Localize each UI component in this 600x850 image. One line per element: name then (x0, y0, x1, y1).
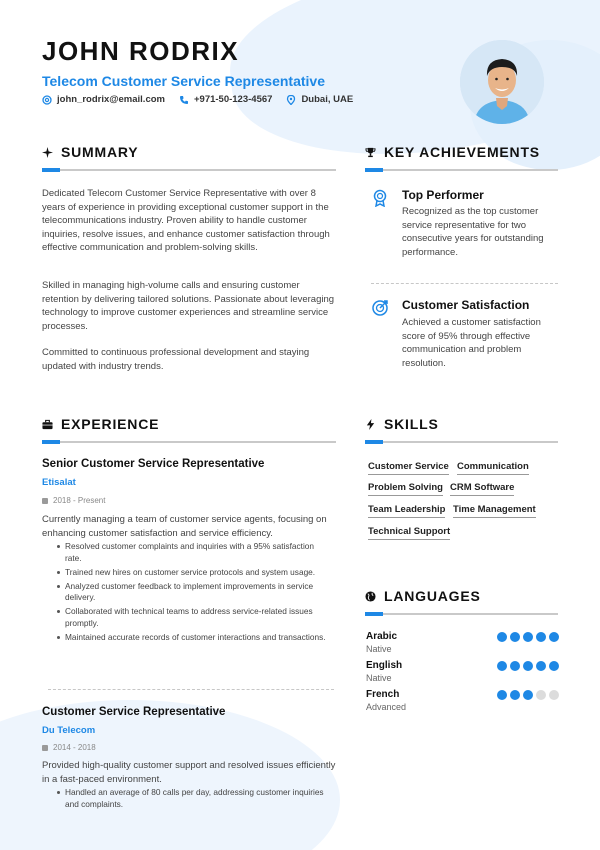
list-item: Trained new hires on customer service protocols and system usage. (55, 567, 327, 579)
rating-dot-filled (549, 632, 559, 642)
summary-heading: SUMMARY (42, 144, 138, 160)
list-item: Collaborated with technical teams to address service-related issues promptly. (55, 606, 327, 629)
list-item: Handled an average of 80 calls per day, addressing customer inquiries and complaints. (55, 787, 327, 810)
job-description: Provided high-quality customer support and resolved issues efficiently in a fast-paced environment. (42, 760, 336, 785)
skill-tag: Problem Solving (368, 482, 443, 496)
summary-rule (42, 169, 336, 171)
job-bullets (55, 541, 327, 646)
contact-location (286, 94, 353, 105)
at-icon (42, 95, 52, 105)
list-item: Analyzed customer feedback to implement improvements in service delivery. (55, 581, 327, 604)
trophy-icon (365, 147, 376, 158)
rating-dot-filled (523, 690, 533, 700)
summary-paragraph-1: Dedicated Telecom Customer Service Representative with over 8 years of experience in providing exceptional customer support in the telecommunications industry. Proven ability to handle customer inquiries, resolve issues, and enhance customer satisfaction through effective communication and problem-solving skills. (42, 188, 330, 253)
globe-icon (365, 591, 376, 602)
language-level: Native (366, 644, 392, 654)
experience-heading: EXPERIENCE (42, 416, 159, 432)
rating-dot-filled (536, 632, 546, 642)
profile-photo (460, 40, 544, 124)
language-name: English (366, 660, 403, 671)
job-bullets (55, 787, 327, 813)
rating-dot-filled (497, 661, 507, 671)
rating-dot-empty (536, 690, 546, 700)
location-pin-icon (286, 95, 296, 105)
languages-rule (365, 613, 558, 615)
summary-paragraph-2: Skilled in managing high-volume calls and ensuring customer retention by delivering tailored solutions. Passionate about leveraging technology to improve customer experiences and streamline service processes. (42, 280, 335, 332)
medal-icon (371, 189, 389, 207)
contact-bar (42, 94, 353, 105)
skills-rule (365, 441, 558, 443)
achievements-heading: KEY ACHIEVEMENTS (365, 144, 540, 160)
skill-tag: CRM Software (450, 482, 514, 496)
email-text: john_rodrix@email.com (57, 94, 165, 105)
company-name: Du Telecom (42, 725, 96, 736)
job-role: Telecom Customer Service Representative (42, 73, 325, 89)
job-dates: 2014 - 2018 (42, 743, 96, 752)
lightning-icon (365, 419, 376, 430)
phone-text: +971-50-123-4567 (193, 94, 273, 105)
rating-dot-filled (510, 690, 520, 700)
skill-tag: Time Management (453, 504, 536, 518)
phone-icon (179, 95, 189, 105)
job-title: Customer Service Representative (42, 706, 226, 718)
list-item: Resolved customer complaints and inquiries with a 95% satisfaction rate. (55, 541, 327, 564)
language-rating (497, 632, 559, 642)
skill-tag: Customer Service (368, 461, 449, 475)
achievement-text: Recognized as the top customer service representative for two consecutive years for outstanding performance. (402, 206, 544, 258)
briefcase-icon (42, 419, 53, 430)
rating-dot-filled (536, 661, 546, 671)
sparkle-icon (42, 147, 53, 158)
rating-dot-empty (549, 690, 559, 700)
skill-tag: Technical Support (368, 526, 450, 540)
rating-dot-filled (523, 661, 533, 671)
location-text: Dubai, UAE (301, 94, 354, 105)
calendar-icon (42, 498, 48, 504)
achievement-separator (371, 283, 558, 284)
skills-heading: SKILLS (365, 416, 439, 432)
language-level: Native (366, 673, 392, 683)
language-rating (497, 690, 559, 700)
rating-dot-filled (497, 690, 507, 700)
languages-heading: LANGUAGES (365, 588, 481, 604)
job-separator (48, 689, 334, 690)
summary-paragraph-3: Committed to continuous professional development and staying updated with industry trends. (42, 347, 310, 372)
rating-dot-filled (510, 661, 520, 671)
rating-dot-filled (497, 632, 507, 642)
candidate-name: JOHN RODRIX (42, 36, 240, 66)
language-level: Advanced (366, 702, 407, 712)
achievement-title: Customer Satisfaction (402, 298, 530, 312)
rating-dot-filled (510, 632, 520, 642)
contact-phone[interactable] (179, 94, 272, 105)
skill-tag: Team Leadership (368, 504, 445, 518)
skill-tag: Communication (457, 461, 529, 475)
achievement-text: Achieved a customer satisfaction score of 95% through effective communication and problem resolution. (402, 317, 541, 369)
company-name: Etisalat (42, 477, 76, 488)
list-item: Maintained accurate records of customer interactions and transactions. (55, 632, 327, 644)
job-title: Senior Customer Service Representative (42, 458, 265, 470)
language-name: Arabic (366, 631, 398, 642)
job-dates: 2018 - Present (42, 496, 105, 505)
experience-rule (42, 441, 336, 443)
achievement-title: Top Performer (402, 188, 484, 202)
calendar-icon (42, 745, 48, 751)
contact-email[interactable] (42, 94, 165, 105)
language-name: French (366, 689, 400, 700)
rating-dot-filled (523, 632, 533, 642)
language-rating (497, 661, 559, 671)
achievements-rule (365, 169, 558, 171)
target-icon (371, 299, 389, 317)
job-description: Currently managing a team of customer service agents, focusing on enhancing customer satisfaction and service efficiency. (42, 514, 327, 539)
rating-dot-filled (549, 661, 559, 671)
